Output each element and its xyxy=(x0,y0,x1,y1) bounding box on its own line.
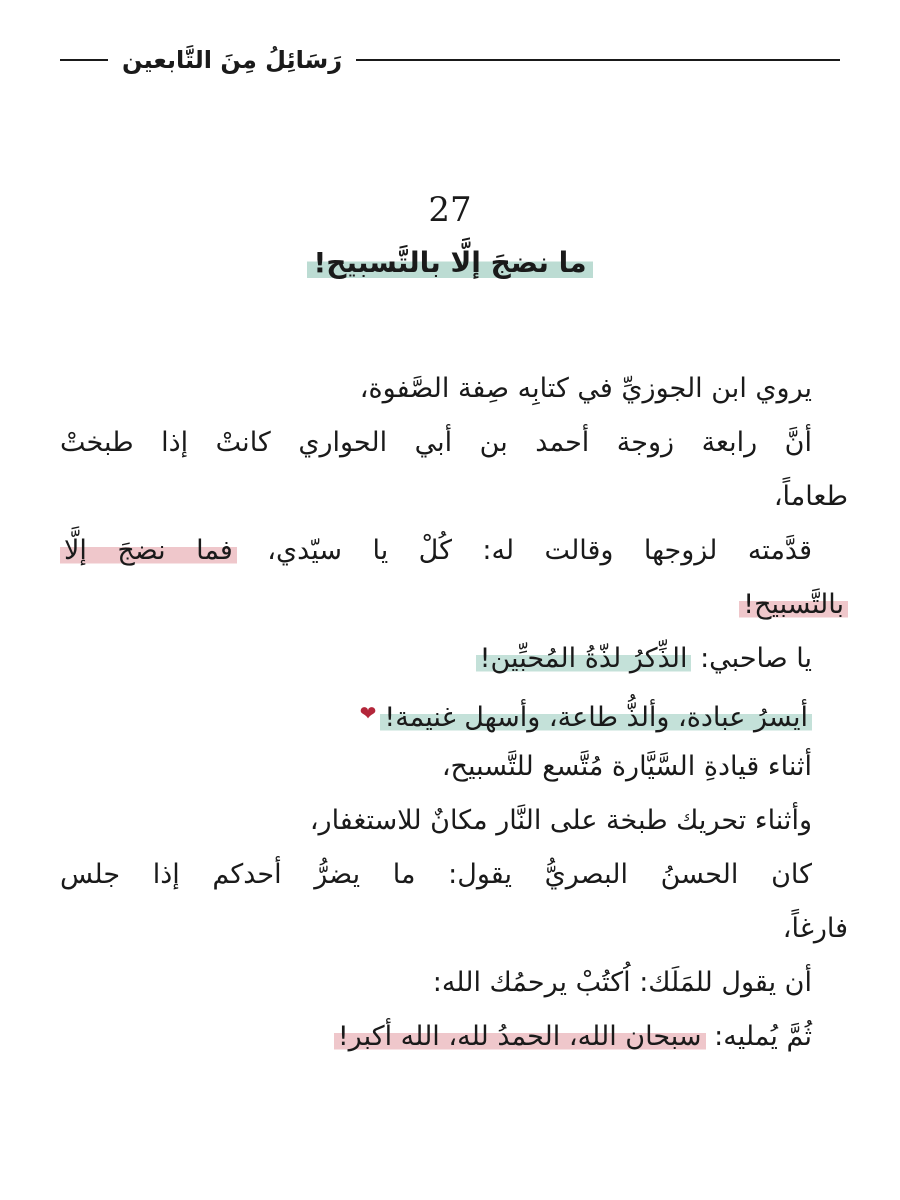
line-12-text: أن يقول للمَلَك: اُكتُبْ يرحمُك الله: xyxy=(432,967,812,998)
chapter-body xyxy=(60,362,848,1064)
line-4-highlight: فما نضجَ إلَّا xyxy=(60,535,237,566)
line-7-highlight: أيسرُ عبادة، وألذُّ طاعة، وأسهل غنيمة! xyxy=(380,702,812,733)
line-11-text: فارغاً، xyxy=(782,913,848,944)
page-header xyxy=(60,40,840,80)
chapter-number: 27 xyxy=(428,190,472,230)
line-8-text: أثناء قيادةِ السَّيَّارة مُتَّسع للتَّسبيح، xyxy=(441,751,812,782)
text-line-9 xyxy=(60,794,848,848)
line-13-text: ثُمَّ يُمليه: xyxy=(714,1021,812,1052)
text-line-11 xyxy=(60,902,848,956)
header-rule-left xyxy=(60,59,108,61)
text-line-8 xyxy=(60,740,848,794)
chapter-title-wrap xyxy=(0,246,900,281)
heart-icon: ❤ xyxy=(359,701,377,725)
chapter-title: ما نضجَ إلَّا بالتَّسبيح! xyxy=(307,246,592,281)
text-line-3 xyxy=(60,470,848,524)
text-line-4 xyxy=(60,524,848,578)
line-6-highlight: الذِّكرُ لذّةُ المُحبِّين! xyxy=(476,643,692,674)
text-line-2 xyxy=(60,416,848,470)
line-10-text: كان الحسنُ البصريُّ يقول: ما يضرُّ أحدكم إذا جلس xyxy=(60,859,812,890)
line-4-text: قدَّمته لزوجها وقالت له: كُلْ يا سيّدي، xyxy=(267,535,812,566)
line-13-highlight: سبحان الله، الحمدُ لله، الله أكبر! xyxy=(334,1021,706,1052)
line-5-highlight: بالتَّسبيح! xyxy=(739,589,848,620)
text-line-10 xyxy=(60,848,848,902)
text-line-6 xyxy=(60,632,848,686)
text-line-12 xyxy=(60,956,848,1010)
header-rule-right xyxy=(356,59,840,61)
line-6-text: يا صاحبي: xyxy=(700,643,812,674)
book-title: رَسَائِلُ مِنَ التَّابعين xyxy=(122,46,343,74)
line-2-text: أنَّ رابعة زوجة أحمد بن أبي الحواري كانتْ إذا طبختْ xyxy=(60,427,812,458)
line-3-text: طعاماً، xyxy=(773,481,848,512)
line-9-text: وأثناء تحريك طبخة على النَّار مكانٌ للاستغفار، xyxy=(309,805,812,836)
text-line-13 xyxy=(60,1010,848,1064)
text-line-7 xyxy=(60,686,848,740)
text-line-1 xyxy=(60,362,848,416)
line-1-text: يروي ابن الجوزيِّ في كتابِه صِفة الصَّفوة، xyxy=(359,373,812,404)
text-line-5 xyxy=(60,578,848,632)
